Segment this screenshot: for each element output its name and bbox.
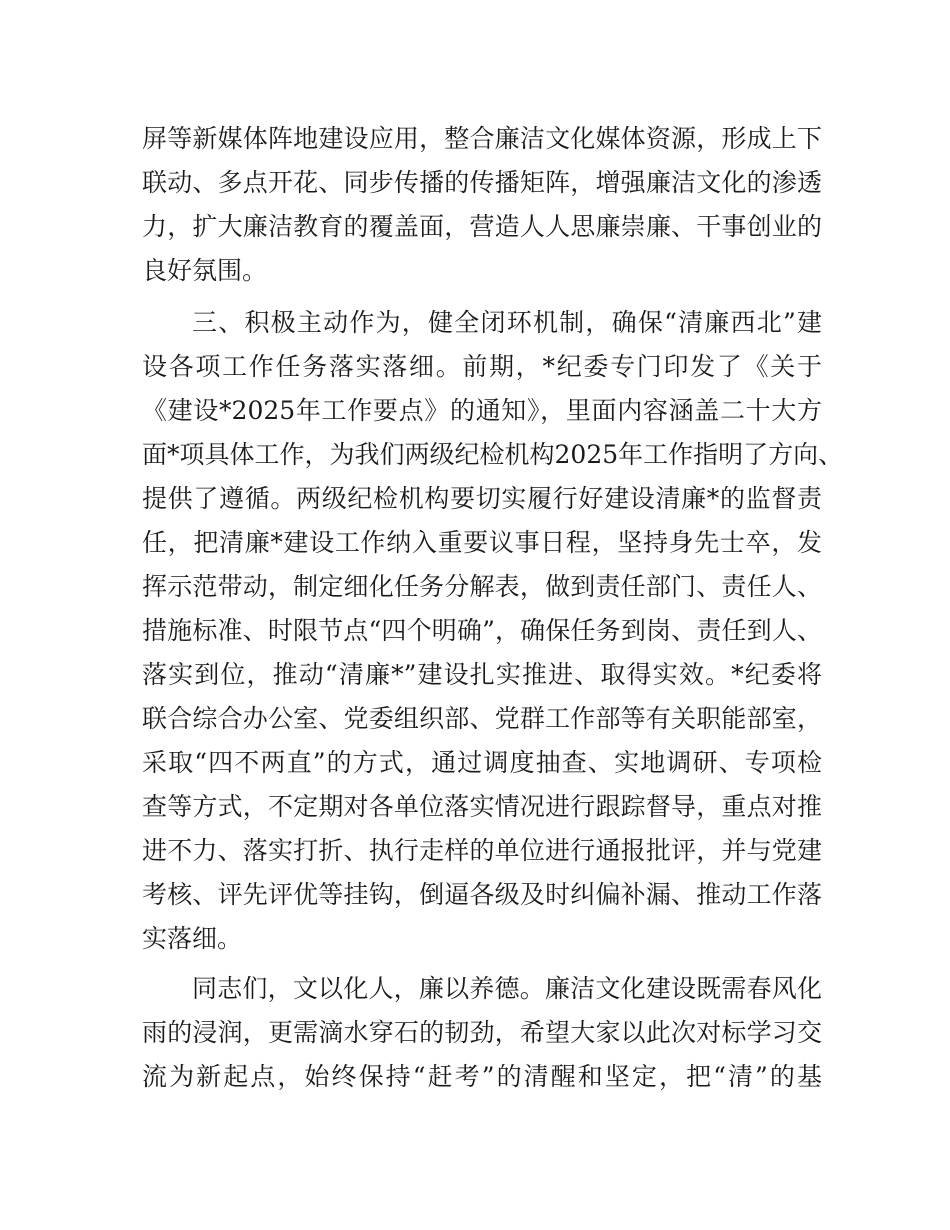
paragraph-2-line-10: 联合综合办公室、党委组织部、党群工作部等有关职能部室， bbox=[142, 704, 822, 733]
paragraph-2-line-5: 提供了遵循。两级纪检机构要切实履行好建设清廉*的监督责 bbox=[142, 484, 822, 513]
paragraph-2-line-1: 三、积极主动作为，健全闭环机制，确保“清廉西北”建 bbox=[192, 308, 822, 337]
paragraph-2-line-13: 进不力、落实打折、执行走样的单位进行通报批评，并与党建 bbox=[142, 836, 822, 865]
paragraph-1-line-4: 良好氛围。 bbox=[142, 256, 268, 285]
paragraph-2-line-4: 面*项具体工作，为我们两级纪检机构2025年工作指明了方向、 bbox=[142, 440, 844, 469]
paragraph-1-line-3: 力，扩大廉洁教育的覆盖面，营造人人思廉崇廉、干事创业的 bbox=[142, 212, 822, 241]
paragraph-3-line-1: 同志们，文以化人，廉以养德。廉洁文化建设既需春风化 bbox=[192, 974, 822, 1003]
paragraph-1-line-2: 联动、多点开花、同步传播的传播矩阵，增强廉洁文化的渗透 bbox=[142, 168, 822, 197]
paragraph-2-line-11: 采取“四不两直”的方式，通过调度抽查、实地调研、专项检 bbox=[142, 748, 822, 777]
paragraph-3-line-3: 流为新起点，始终保持“赶考”的清醒和坚定，把“清”的基 bbox=[142, 1062, 822, 1091]
paragraph-2-line-3: 《建设*2025年工作要点》的通知》，里面内容涵盖二十大方 bbox=[142, 396, 822, 425]
paragraph-2-line-8: 措施标准、时限节点“四个明确”，确保任务到岗、责任到人、 bbox=[142, 616, 822, 645]
paragraph-2-line-15: 实落细。 bbox=[142, 924, 243, 953]
paragraph-2-line-6: 任，把清廉*建设工作纳入重要议事日程，坚持身先士卒，发 bbox=[142, 528, 822, 557]
paragraph-1-line-1: 屏等新媒体阵地建设应用，整合廉洁文化媒体资源，形成上下 bbox=[142, 124, 822, 153]
paragraph-2-line-9: 落实到位，推动“清廉*”建设扎实推进、取得实效。*纪委将 bbox=[142, 660, 822, 689]
paragraph-3-line-2: 雨的浸润，更需滴水穿石的韧劲，希望大家以此次对标学习交 bbox=[142, 1018, 822, 1047]
paragraph-2-line-12: 查等方式，不定期对各单位落实情况进行跟踪督导，重点对推 bbox=[142, 792, 822, 821]
paragraph-2-line-14: 考核、评先评优等挂钩，倒逼各级及时纠偏补漏、推动工作落 bbox=[142, 880, 822, 909]
paragraph-2-line-7: 挥示范带动，制定细化任务分解表，做到责任部门、责任人、 bbox=[142, 572, 822, 601]
paragraph-2-line-2: 设各项工作任务落实落细。前期，*纪委专门印发了《关于 bbox=[142, 352, 822, 381]
